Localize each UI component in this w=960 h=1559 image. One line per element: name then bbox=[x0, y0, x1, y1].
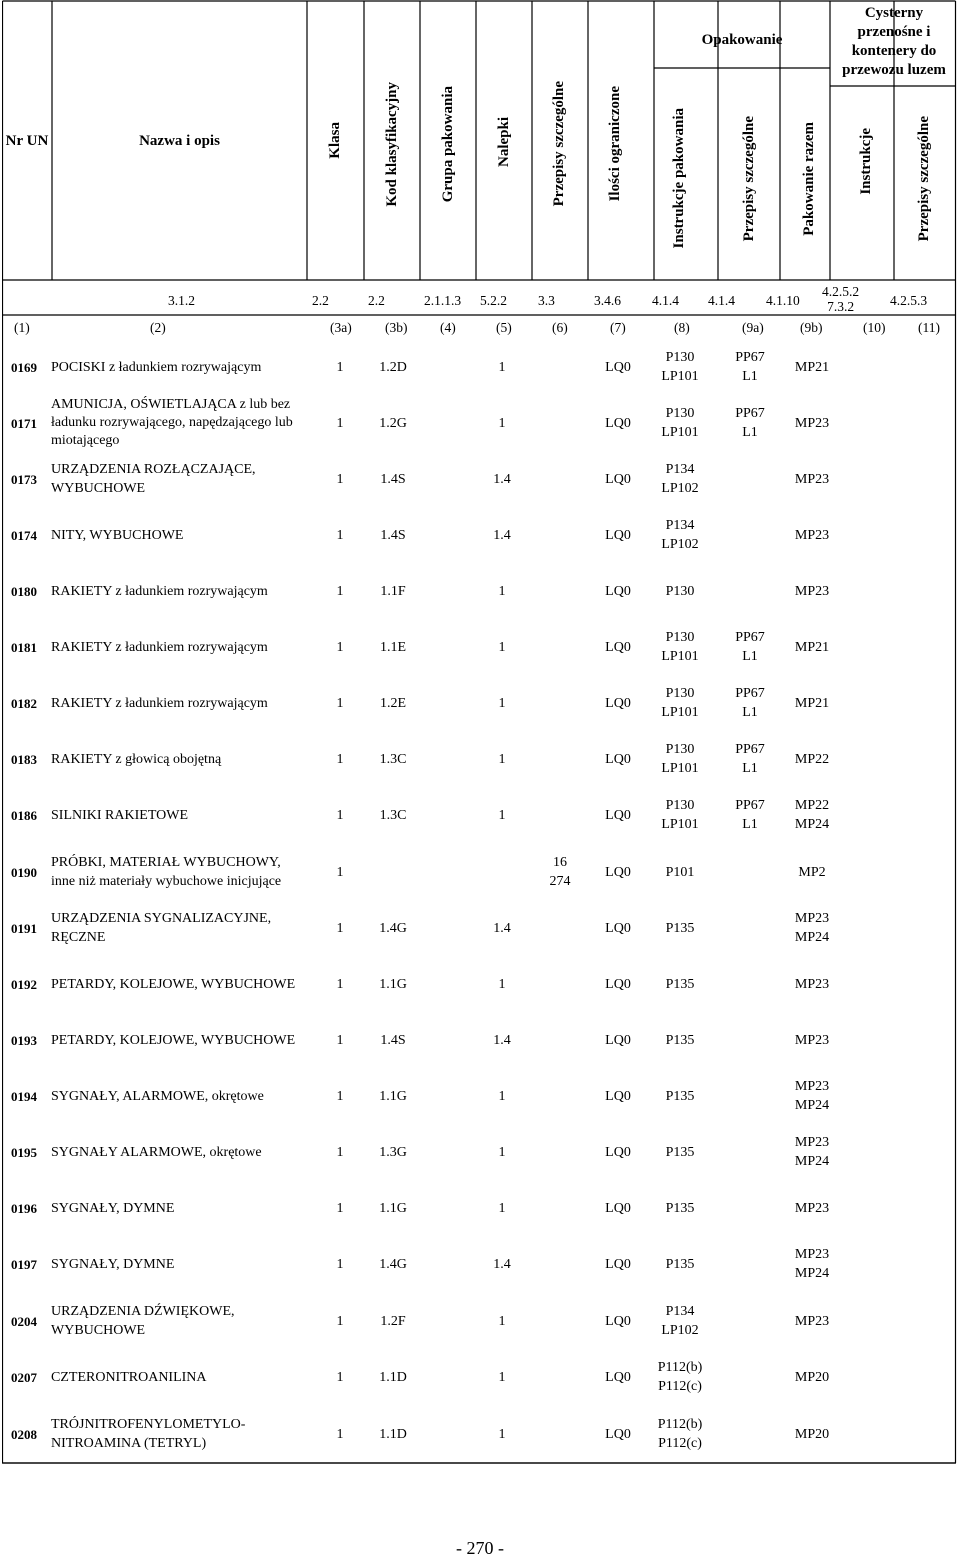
reference-cell: 4.2.5.3 bbox=[890, 293, 928, 308]
label-cell: 1.4 bbox=[493, 527, 511, 543]
class-cell: 1 bbox=[336, 1200, 344, 1216]
class-cell: 1 bbox=[336, 471, 344, 487]
limited-quantity: LQ0 bbox=[605, 639, 631, 655]
packing-instruction: P135 bbox=[665, 1088, 695, 1104]
packing-instruction: P135 bbox=[665, 1144, 695, 1160]
header-instrukcje: Instrukcje bbox=[858, 128, 874, 195]
mixed-packing: MP23 bbox=[794, 415, 830, 431]
class-cell: 1 bbox=[336, 1144, 344, 1160]
limited-quantity: LQ0 bbox=[605, 864, 631, 880]
label-cell: 1 bbox=[498, 1313, 506, 1329]
classification-code: 1.3C bbox=[379, 751, 407, 767]
class-cell: 1 bbox=[336, 359, 344, 375]
classification-code: 1.1G bbox=[379, 976, 407, 992]
column-number-cell: (10) bbox=[863, 320, 886, 335]
class-cell: 1 bbox=[336, 920, 344, 936]
classification-code: 1.4G bbox=[379, 1256, 407, 1272]
class-cell: 1 bbox=[336, 1032, 344, 1048]
packing-special: PP67 L1 bbox=[735, 630, 765, 664]
classification-code: 1.2F bbox=[380, 1313, 406, 1329]
class-cell: 1 bbox=[336, 415, 344, 431]
un-number: 0180 bbox=[11, 583, 37, 599]
column-number-cell: (7) bbox=[610, 320, 626, 335]
column-number-cell: (3b) bbox=[385, 320, 408, 335]
limited-quantity: LQ0 bbox=[605, 807, 631, 823]
header-opakowanie: Opakowanie bbox=[701, 32, 783, 48]
column-number-cell: (4) bbox=[440, 320, 456, 335]
reference-cell: 2.1.1.3 bbox=[424, 293, 462, 308]
substance-name: URZĄDZENIA SYGNALIZACYJNE, RĘCZNE bbox=[51, 911, 272, 945]
packing-instruction: P130 LP101 bbox=[661, 350, 699, 384]
packing-instruction: P135 bbox=[665, 1200, 695, 1216]
header-grupa: Grupa pakowania bbox=[440, 86, 456, 203]
limited-quantity: LQ0 bbox=[605, 1256, 631, 1272]
limited-quantity: LQ0 bbox=[605, 920, 631, 936]
column-number-cell: (6) bbox=[552, 320, 568, 335]
label-cell: 1 bbox=[498, 751, 506, 767]
header-kod: Kod klasyfikacyjny bbox=[384, 82, 400, 207]
label-cell: 1 bbox=[498, 1426, 506, 1442]
substance-name: AMUNICJA, OŚWIETLAJĄCA z lub bez ładunku rozrywającego, napędzającego lub miotającego bbox=[51, 397, 293, 448]
classification-code: 1.1G bbox=[379, 1200, 407, 1216]
packing-instruction: P112(b) P112(c) bbox=[657, 1360, 703, 1394]
limited-quantity: LQ0 bbox=[605, 695, 631, 711]
classification-code: 1.2E bbox=[379, 695, 407, 711]
classification-code: 1.1D bbox=[379, 1369, 407, 1385]
substance-name: RAKIETY z ładunkiem rozrywającym bbox=[51, 639, 268, 655]
reference-cell: 4.1.4 bbox=[652, 293, 679, 308]
substance-name: SYGNAŁY ALARMOWE, okrętowe bbox=[51, 1144, 262, 1160]
mixed-packing: MP23 bbox=[794, 1032, 830, 1048]
label-cell: 1 bbox=[498, 1144, 506, 1160]
un-number: 0183 bbox=[11, 751, 37, 767]
packing-instruction: P134 LP102 bbox=[661, 462, 699, 496]
mixed-packing: MP23 bbox=[794, 527, 830, 543]
mixed-packing: MP21 bbox=[794, 695, 830, 711]
class-cell: 1 bbox=[336, 1426, 344, 1442]
substance-name: PETARDY, KOLEJOWE, WYBUCHOWE bbox=[51, 976, 296, 992]
packing-instruction: P130 LP101 bbox=[661, 406, 699, 440]
substance-name: URZĄDZENIA ROZŁĄCZAJĄCE, WYBUCHOWE bbox=[51, 462, 256, 496]
packing-special: PP67 L1 bbox=[735, 686, 765, 720]
packing-instruction: P112(b) P112(c) bbox=[657, 1417, 703, 1451]
reference-cell: 4.2.5.2 7.3.2 bbox=[822, 284, 860, 314]
un-number: 0192 bbox=[11, 976, 37, 992]
class-cell: 1 bbox=[336, 807, 344, 823]
limited-quantity: LQ0 bbox=[605, 415, 631, 431]
un-number: 0196 bbox=[11, 1200, 37, 1216]
class-cell: 1 bbox=[336, 976, 344, 992]
class-cell: 1 bbox=[336, 1369, 344, 1385]
substance-name: CZTERONITROANILINA bbox=[51, 1369, 207, 1385]
substance-name: POCISKI z ładunkiem rozrywającym bbox=[51, 359, 262, 375]
class-cell: 1 bbox=[336, 1313, 344, 1329]
label-cell: 1 bbox=[498, 976, 506, 992]
classification-code: 1.4S bbox=[380, 1032, 406, 1048]
label-cell: 1 bbox=[498, 359, 506, 375]
label-cell: 1.4 bbox=[493, 1256, 511, 1272]
substance-name: SYGNAŁY, DYMNE bbox=[51, 1200, 175, 1216]
limited-quantity: LQ0 bbox=[605, 359, 631, 375]
substance-name: URZĄDZENIA DŹWIĘKOWE, WYBUCHOWE bbox=[51, 1304, 235, 1338]
label-cell: 1.4 bbox=[493, 920, 511, 936]
substance-name: SYGNAŁY, DYMNE bbox=[51, 1256, 175, 1272]
header-przepisy-cyst: Przepisy szczególne bbox=[916, 116, 932, 242]
un-number: 0174 bbox=[11, 527, 37, 543]
limited-quantity: LQ0 bbox=[605, 471, 631, 487]
packing-instruction: P130 LP101 bbox=[661, 686, 699, 720]
class-cell: 1 bbox=[336, 583, 344, 599]
classification-code: 1.3G bbox=[379, 1144, 407, 1160]
substance-name: SILNIKI RAKIETOWE bbox=[51, 807, 188, 823]
column-number-cell: (9b) bbox=[800, 320, 823, 335]
special-provisions: 16 274 bbox=[549, 855, 571, 889]
page-number: - 270 - bbox=[456, 1538, 504, 1558]
mixed-packing: MP21 bbox=[794, 359, 830, 375]
mixed-packing: MP23 bbox=[794, 1313, 830, 1329]
un-number: 0190 bbox=[11, 864, 37, 880]
reference-cell: 3.3 bbox=[538, 293, 555, 308]
mixed-packing: MP2 bbox=[798, 864, 826, 880]
mixed-packing: MP23 MP24 bbox=[794, 1135, 830, 1169]
mixed-packing: MP23 MP24 bbox=[794, 1247, 830, 1281]
class-cell: 1 bbox=[336, 527, 344, 543]
label-cell: 1 bbox=[498, 1088, 506, 1104]
mixed-packing: MP23 MP24 bbox=[794, 1079, 830, 1113]
mixed-packing: MP20 bbox=[794, 1426, 830, 1442]
column-number-cell: (5) bbox=[496, 320, 512, 335]
substance-name: SYGNAŁY, ALARMOWE, okrętowe bbox=[51, 1088, 264, 1104]
header-nalepki: Nalepki bbox=[496, 117, 512, 168]
packing-special: PP67 L1 bbox=[735, 406, 765, 440]
packing-instruction: P134 LP102 bbox=[661, 518, 699, 552]
header-klasa: Klasa bbox=[327, 122, 343, 159]
substance-name: TRÓJNITROFENYLOMETYLO- NITROAMINA (TETRYL) bbox=[51, 1417, 246, 1451]
un-number: 0169 bbox=[11, 359, 37, 375]
limited-quantity: LQ0 bbox=[605, 583, 631, 599]
mixed-packing: MP23 bbox=[794, 471, 830, 487]
packing-instruction: P130 LP101 bbox=[661, 798, 699, 832]
limited-quantity: LQ0 bbox=[605, 1313, 631, 1329]
header-przepisy: Przepisy szczególne bbox=[551, 81, 567, 207]
mixed-packing: MP23 bbox=[794, 583, 830, 599]
mixed-packing: MP23 bbox=[794, 976, 830, 992]
packing-instruction: P130 bbox=[665, 583, 695, 599]
packing-special: PP67 L1 bbox=[735, 742, 765, 776]
un-number: 0171 bbox=[11, 415, 37, 431]
un-number: 0208 bbox=[11, 1426, 37, 1442]
classification-code: 1.4G bbox=[379, 920, 407, 936]
packing-instruction: P130 LP101 bbox=[661, 742, 699, 776]
mixed-packing: MP23 MP24 bbox=[794, 911, 830, 945]
un-number: 0173 bbox=[11, 471, 37, 487]
limited-quantity: LQ0 bbox=[605, 1200, 631, 1216]
packing-instruction: P135 bbox=[665, 1256, 695, 1272]
header-pak-razem: Pakowanie razem bbox=[801, 122, 817, 236]
un-number: 0182 bbox=[11, 695, 37, 711]
un-number: 0181 bbox=[11, 639, 37, 655]
classification-code: 1.4S bbox=[380, 527, 406, 543]
header-instrukcje-pak: Instrukcje pakowania bbox=[671, 108, 687, 249]
packing-instruction: P135 bbox=[665, 976, 695, 992]
header-nazwa: Nazwa i opis bbox=[139, 133, 220, 149]
class-cell: 1 bbox=[336, 639, 344, 655]
substance-name: RAKIETY z głowicą obojętną bbox=[51, 751, 222, 767]
limited-quantity: LQ0 bbox=[605, 751, 631, 767]
class-cell: 1 bbox=[336, 695, 344, 711]
reference-cell: 3.4.6 bbox=[594, 293, 621, 308]
label-cell: 1 bbox=[498, 807, 506, 823]
limited-quantity: LQ0 bbox=[605, 1032, 631, 1048]
classification-code: 1.3C bbox=[379, 807, 407, 823]
limited-quantity: LQ0 bbox=[605, 976, 631, 992]
classification-code: 1.2G bbox=[379, 415, 407, 431]
packing-instruction: P101 bbox=[665, 864, 695, 880]
un-number: 0194 bbox=[11, 1088, 37, 1104]
label-cell: 1 bbox=[498, 1200, 506, 1216]
header-przepisy-pak: Przepisy szczególne bbox=[741, 116, 757, 242]
limited-quantity: LQ0 bbox=[605, 1088, 631, 1104]
reference-cell: 3.1.2 bbox=[168, 293, 195, 308]
label-cell: 1 bbox=[498, 1369, 506, 1385]
packing-instruction: P135 bbox=[665, 1032, 695, 1048]
substance-name: RAKIETY z ładunkiem rozrywającym bbox=[51, 583, 268, 599]
column-number-cell: (9a) bbox=[742, 320, 764, 335]
label-cell: 1 bbox=[498, 695, 506, 711]
packing-special: PP67 L1 bbox=[735, 798, 765, 832]
mixed-packing: MP22 MP24 bbox=[794, 798, 830, 832]
limited-quantity: LQ0 bbox=[605, 527, 631, 543]
label-cell: 1 bbox=[498, 415, 506, 431]
column-number-cell: (3a) bbox=[330, 320, 352, 335]
packing-instruction: P135 bbox=[665, 920, 695, 936]
packing-instruction: P130 LP101 bbox=[661, 630, 699, 664]
un-number: 0191 bbox=[11, 920, 37, 936]
substance-name: NITY, WYBUCHOWE bbox=[51, 527, 184, 543]
class-cell: 1 bbox=[336, 864, 344, 880]
label-cell: 1 bbox=[498, 583, 506, 599]
column-number-cell: (11) bbox=[918, 320, 940, 335]
label-cell: 1 bbox=[498, 639, 506, 655]
substance-name: PRÓBKI, MATERIAŁ WYBUCHOWY, inne niż materiały wybuchowe inicjujące bbox=[51, 855, 282, 889]
packing-instruction: P134 LP102 bbox=[661, 1304, 699, 1338]
classification-code: 1.1G bbox=[379, 1088, 407, 1104]
limited-quantity: LQ0 bbox=[605, 1426, 631, 1442]
un-number: 0207 bbox=[11, 1369, 37, 1385]
un-number: 0186 bbox=[11, 807, 37, 823]
reference-cell: 2.2 bbox=[312, 293, 329, 308]
substance-name: PETARDY, KOLEJOWE, WYBUCHOWE bbox=[51, 1032, 296, 1048]
limited-quantity: LQ0 bbox=[605, 1144, 631, 1160]
class-cell: 1 bbox=[336, 1256, 344, 1272]
mixed-packing: MP20 bbox=[794, 1369, 830, 1385]
header-nr-un: Nr UN bbox=[5, 133, 49, 149]
column-number-cell: (1) bbox=[14, 320, 30, 335]
un-number: 0195 bbox=[11, 1144, 37, 1160]
reference-cell: 5.2.2 bbox=[480, 293, 507, 308]
label-cell: 1.4 bbox=[493, 1032, 511, 1048]
mixed-packing: MP22 bbox=[794, 751, 830, 767]
column-number-cell: (8) bbox=[674, 320, 690, 335]
header-ilosci: Ilości ograniczone bbox=[607, 86, 623, 202]
class-cell: 1 bbox=[336, 751, 344, 767]
reference-cell: 4.1.10 bbox=[766, 293, 800, 308]
reference-cell: 4.1.4 bbox=[708, 293, 735, 308]
classification-code: 1.1F bbox=[380, 583, 406, 599]
mixed-packing: MP23 bbox=[794, 1200, 830, 1216]
label-cell: 1.4 bbox=[493, 471, 511, 487]
un-number: 0204 bbox=[11, 1313, 37, 1329]
header-cysterny: Cysterny przenośne i kontenery do przewozu luzem bbox=[842, 5, 946, 78]
substance-name: RAKIETY z ładunkiem rozrywającym bbox=[51, 695, 268, 711]
column-number-cell: (2) bbox=[150, 320, 166, 335]
mixed-packing: MP21 bbox=[794, 639, 830, 655]
un-number: 0193 bbox=[11, 1032, 37, 1048]
classification-code: 1.2D bbox=[379, 359, 407, 375]
reference-cell: 2.2 bbox=[368, 293, 385, 308]
classification-code: 1.1E bbox=[379, 639, 407, 655]
limited-quantity: LQ0 bbox=[605, 1369, 631, 1385]
classification-code: 1.4S bbox=[380, 471, 406, 487]
classification-code: 1.1D bbox=[379, 1426, 407, 1442]
packing-special: PP67 L1 bbox=[735, 350, 765, 384]
un-number: 0197 bbox=[11, 1256, 37, 1272]
class-cell: 1 bbox=[336, 1088, 344, 1104]
